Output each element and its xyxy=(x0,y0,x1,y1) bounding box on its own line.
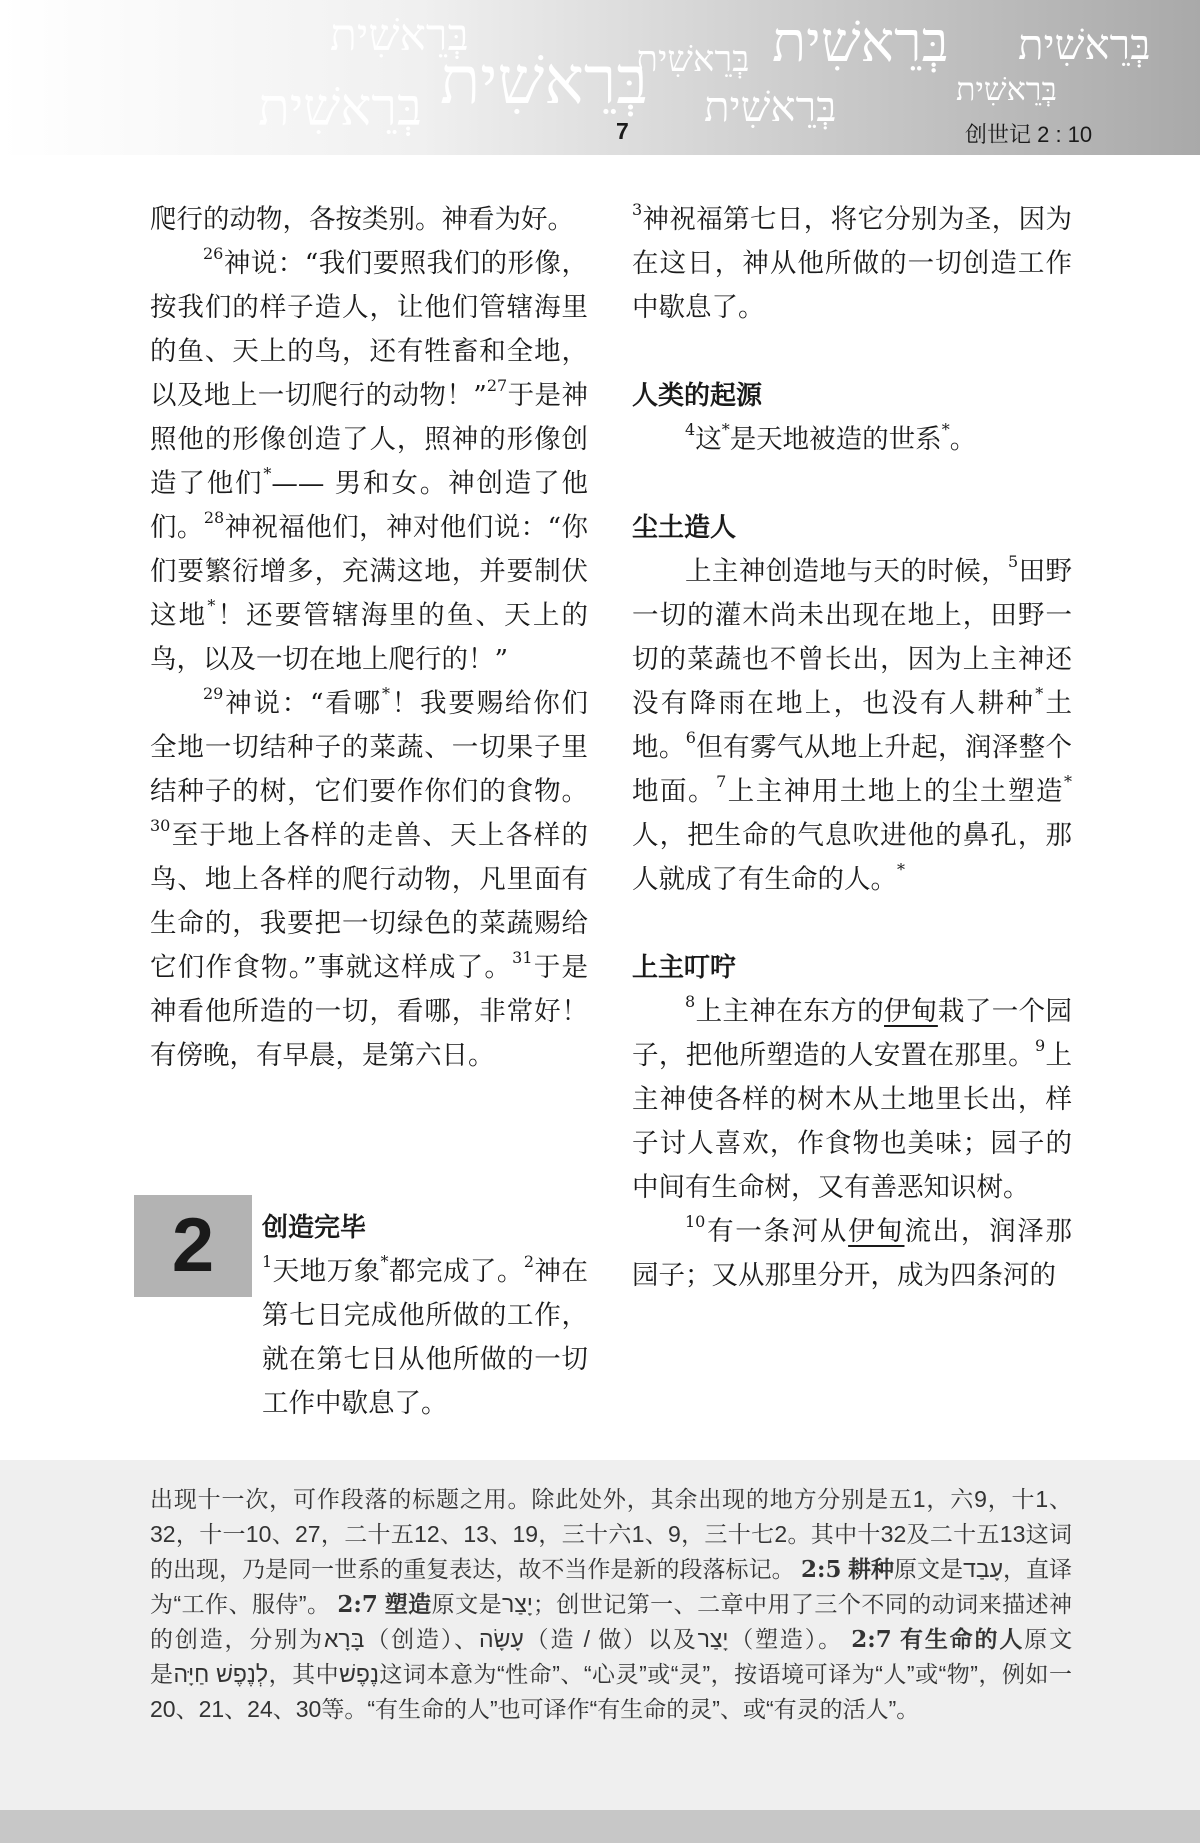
note-term: 耕种 xyxy=(847,1556,895,1583)
verse-text: 人，把生命的气息吹进他的鼻孔，那人就成了有生命的人。 xyxy=(632,820,1072,895)
paragraph xyxy=(632,550,1072,902)
note-text: 原文是 xyxy=(894,1556,964,1582)
paragraph xyxy=(150,198,588,242)
footnote-marker[interactable]: * xyxy=(1064,772,1073,791)
note-text: 这词本意为“性命”、“心灵”或“灵”，按语境可译为“人”或“物”，例如一20、21、24、30等。“有生命的人”也可译作“有生命的灵”、或“有灵的活人”。 xyxy=(150,1661,1072,1722)
verse-number: 8 xyxy=(685,992,696,1011)
note-ref: 2:7 xyxy=(337,1591,378,1618)
verse-text: 神说：“我们要照我们的形像，按我们的样子造人，让他们管辖海里的鱼、天上的鸟，还有牲畜和全地，以及地上一切爬行的动物！” xyxy=(150,248,588,411)
place-name: 伊甸 xyxy=(848,1216,905,1247)
verse-number: 7 xyxy=(716,772,727,791)
verse-text: ！我要赐给你们全地一切结种子的菜蔬、一切果子里结种子的树，它们要作你们的食物。 xyxy=(150,688,588,807)
note-text: ；创世记第一、二章中用了三个不同的动词来描述神的创造，分别为 xyxy=(150,1591,1073,1652)
note-term: 塑造 xyxy=(384,1591,432,1618)
verse-text: 于是神照他的形像创造了人，照神的形像创造了他们 xyxy=(150,380,588,499)
verse-text: —— 男和女。神创造了他们。 xyxy=(150,468,588,543)
verse-text: 至于地上各样的走兽、天上各样的鸟、地上各样的爬行动物，凡里面有生命的，我要把一切绿色的菜蔬赐给它们作食物。”事就这样成了。 xyxy=(150,820,588,983)
hebrew-word: יָצַר xyxy=(502,1591,533,1617)
footnotes-panel xyxy=(0,1460,1200,1810)
hebrew-watermark: בְּרֵאשִׁית xyxy=(1018,20,1151,69)
paragraph xyxy=(632,990,1072,1210)
footnotes-text xyxy=(150,1482,1072,1727)
footnote-marker[interactable]: * xyxy=(381,684,390,703)
hebrew-word: נֶפֶשׁ xyxy=(339,1661,379,1687)
hebrew-watermark: בְּרֵאשִׁית xyxy=(330,10,469,61)
hebrew-word: יָצַר xyxy=(697,1626,729,1652)
note-text: 原文是 xyxy=(431,1591,503,1617)
verse-number: 5 xyxy=(1007,552,1019,571)
verse-number: 26 xyxy=(203,244,224,263)
footnote-marker[interactable]: * xyxy=(380,1252,389,1271)
verse-text: 都完成了。 xyxy=(388,1256,524,1287)
verse-text: 但有雾气从地上升起，润泽整个地面。 xyxy=(632,732,1073,807)
section-heading: 上主叮咛 xyxy=(632,953,737,983)
right-column xyxy=(632,198,1072,1298)
note-text: （创造）、 xyxy=(364,1626,480,1652)
verse-text: 神祝福他们，神对他们说：“你们要繁衍增多，充满这地，并要制伏这地 xyxy=(150,512,588,631)
verse-number: 4 xyxy=(685,420,696,439)
verse-number: 10 xyxy=(685,1212,706,1231)
page-number: 7 xyxy=(616,118,629,144)
paragraph xyxy=(150,1250,588,1426)
note-text: ，其中 xyxy=(268,1661,340,1687)
verse-text: 栽了一个园子，把他所塑造的人安置在那里。 xyxy=(632,996,1073,1071)
note-term: 有生命的人 xyxy=(899,1626,1025,1653)
hebrew-word: לְנֶפֶשׁ חַיָּה xyxy=(173,1661,269,1687)
verse-number: 30 xyxy=(150,816,171,835)
verse-text: ！还要管辖海里的鱼、天上的鸟，以及一切在地上爬行的！” xyxy=(150,600,589,675)
verse-number: 3 xyxy=(632,200,643,219)
verse-text: 爬行的动物，各按类别。神看为好。 xyxy=(150,204,574,235)
hebrew-word: עָבַד xyxy=(963,1556,1003,1582)
verse-number: 27 xyxy=(486,376,508,395)
hebrew-watermark: בְּרֵאשִׁית xyxy=(704,82,837,131)
verse-text: 是天地被造的世系 xyxy=(729,424,942,455)
footnote-marker[interactable]: * xyxy=(897,860,905,879)
page-header xyxy=(0,0,1200,155)
footnote-marker[interactable]: * xyxy=(263,464,272,483)
paragraph xyxy=(632,198,1072,330)
verse-number: 9 xyxy=(1034,1036,1046,1055)
verse-number: 6 xyxy=(685,728,696,747)
verse-text: 这 xyxy=(695,424,722,455)
note-ref: 2:7 xyxy=(851,1626,892,1653)
verse-number: 2 xyxy=(523,1252,535,1271)
verse-text: 。 xyxy=(949,424,977,455)
note-text: （塑造）。 xyxy=(728,1626,843,1652)
section-heading: 人类的起源 xyxy=(632,381,763,411)
verse-text: 流出，润泽那园子；又从那里分开，成为四条河的 xyxy=(632,1216,1072,1291)
hebrew-watermark: בְּרֵאשִׁית xyxy=(440,42,649,119)
bottom-bar xyxy=(0,1810,1200,1843)
verse-text: 神说：“看哪 xyxy=(223,688,382,719)
verse-text: 有一条河从 xyxy=(705,1216,849,1247)
hebrew-watermark: בְּרֵאשִׁית xyxy=(258,78,422,138)
verse-number: 28 xyxy=(203,508,225,527)
note-text: ，直译为“工作、服侍”。 xyxy=(150,1556,1073,1617)
hebrew-word: עָשָׂה xyxy=(479,1626,524,1652)
footnote-marker[interactable]: * xyxy=(1035,684,1044,703)
verse-text: 上主神在东方的 xyxy=(695,996,885,1027)
verse-number: 1 xyxy=(262,1252,273,1271)
note-ref: 2:5 xyxy=(801,1556,842,1583)
left-column xyxy=(150,198,588,1078)
verse-text: 神在第七日完成他所做的工作，就在第七日从他所做的一切工作中歇息了。 xyxy=(262,1256,589,1419)
running-head: 创世记 2 : 10 xyxy=(965,122,1093,147)
paragraph xyxy=(150,242,588,682)
verse-text: 天地万象 xyxy=(272,1256,381,1287)
section-heading: 尘土造人 xyxy=(632,513,737,543)
hebrew-word: בָּרָא xyxy=(323,1626,365,1652)
hebrew-watermark: בְּרֵאשִׁית xyxy=(956,70,1057,108)
footnote-marker[interactable]: * xyxy=(941,420,950,439)
verse-number: 31 xyxy=(512,948,533,967)
hebrew-watermark: בְּרֵאשִׁית xyxy=(636,39,750,80)
chapter-number: 2 xyxy=(171,1203,215,1288)
paragraph xyxy=(632,418,1072,462)
note-text: （造 / 做）以及 xyxy=(523,1626,698,1652)
paragraph xyxy=(632,1210,1072,1298)
note-text: 原文是 xyxy=(150,1626,1073,1687)
paragraph xyxy=(150,682,588,1078)
note-text: 出现十一次，可作段落的标题之用。除此处外，其余出现的地方分别是五1，六9，十1、32，十一10、27，二十五12、13、19，三十六1、9，三十七2。其中十32及二十五13这词的出现，乃是同一世系的重复表达，故不当作是新的段落标记。 xyxy=(150,1486,1072,1582)
verse-text: 于是神看他所造的一切，看哪，非常好！有傍晚，有早晨，是第六日。 xyxy=(150,952,588,1071)
place-name: 伊甸 xyxy=(884,996,938,1027)
verse-text: 上主神使各样的树木从土地里长出，样子讨人喜欢，作食物也美味；园子的中间有生命树，又有善恶知识树。 xyxy=(632,1040,1073,1203)
verse-number: 29 xyxy=(203,684,224,703)
footnote-marker[interactable]: * xyxy=(721,420,730,439)
verse-text: 土地。 xyxy=(632,688,1073,763)
chapter-start xyxy=(150,1206,588,1426)
section-heading: 创造完毕 xyxy=(262,1213,367,1243)
verse-text: 神祝福第七日，将它分别为圣，因为在这日，神从他所做的一切创造工作中歇息了。 xyxy=(632,204,1072,323)
verse-text: 上主神用土地上的尘土塑造 xyxy=(726,776,1065,807)
footnote-marker[interactable]: * xyxy=(207,596,216,615)
hebrew-watermark: בְּרֵאשִׁית xyxy=(772,10,949,75)
verse-text: 上主神创造地与天的时候， xyxy=(685,556,1008,587)
verse-text: 田野一切的灌木尚未出现在地上，田野一切的菜蔬也不曾长出，因为上主神还没有降雨在地上，也没有人耕种 xyxy=(632,556,1073,719)
